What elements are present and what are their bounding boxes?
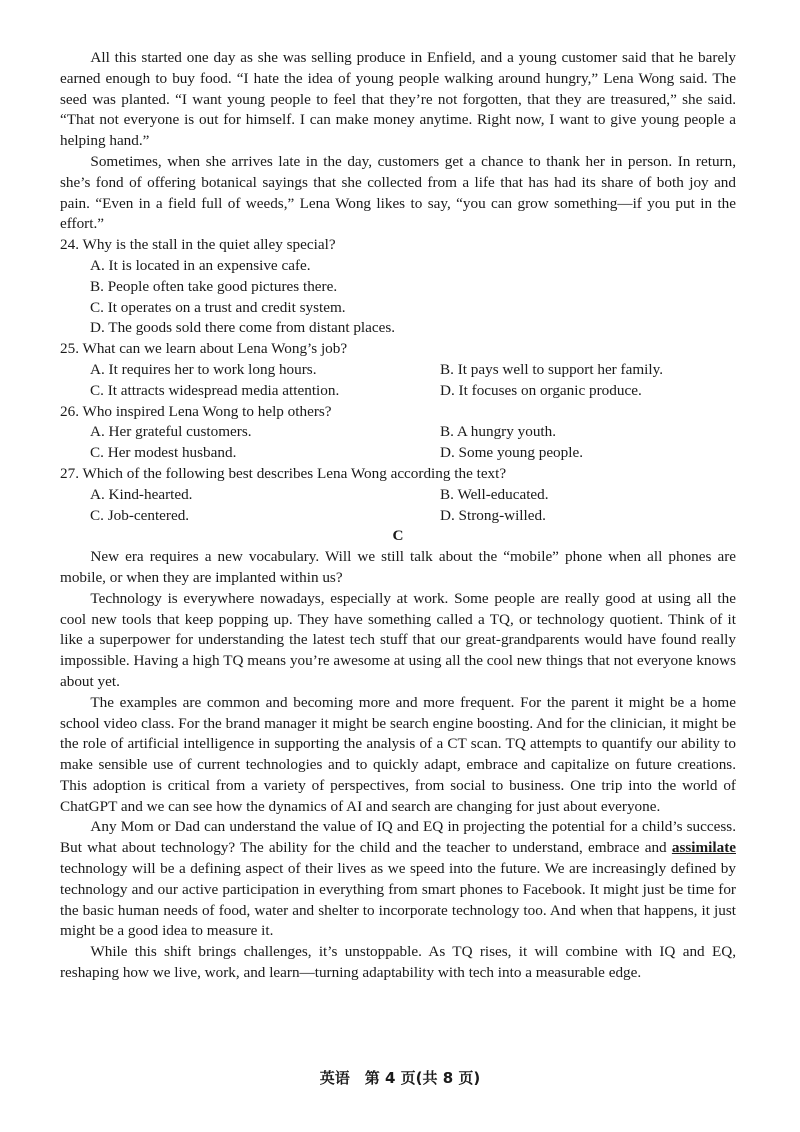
page-footer: 英语 第 4 页(共 8 页) <box>319 1069 481 1087</box>
question-stem: 24. Why is the stall in the quiet alley special? <box>60 236 336 254</box>
option-d: D. It focuses on organic produce. <box>440 381 642 399</box>
option-b: B. People often take good pictures there. <box>90 277 338 295</box>
passage-c-paragraph-1: New era requires a new vocabulary. Will we still talk about the “mobile” phone when all phones are mobile, or when they are implanted within us? <box>60 548 736 586</box>
option-row <box>60 360 736 381</box>
option-a: A. It is located in an expensive cafe. <box>90 256 311 274</box>
question-stem: 25. What can we learn about Lena Wong’s job? <box>60 340 348 358</box>
question-25 <box>60 339 736 401</box>
paragraph-text-before: Any Mom or Dad can understand the value of IQ and EQ in projecting the potential for a child’s success. But what about technology? The ability for the child and the teacher to understand, embrace and <box>60 818 736 857</box>
page-content <box>60 48 736 984</box>
section-heading-c: C <box>392 527 404 545</box>
option-c: C. It operates on a trust and credit system. <box>90 298 346 316</box>
option-a: A. Her grateful customers. <box>90 423 252 441</box>
option-a: A. It requires her to work long hours. <box>90 360 317 378</box>
option-a: A. Kind-hearted. <box>90 485 193 503</box>
passage-c-paragraph-2: Technology is everywhere nowadays, especially at work. Some people are really good at using all the cool new tools that keep popping up. They have something called a TQ, or technology quotient. Think of it like a superpower for understanding the latest tech stuff that our great-grandparents would have found really impossible. Having a high TQ means you’re awesome at using all the cool new things that not everyone knows about yet. <box>60 589 736 690</box>
option-b: B. Well-educated. <box>440 485 549 503</box>
question-26 <box>60 402 736 464</box>
question-24 <box>60 235 736 339</box>
option-b: B. A hungry youth. <box>440 423 557 441</box>
option-row <box>60 506 736 527</box>
passage-c-paragraph-3: The examples are common and becoming more and more frequent. For the parent it might be a home school video class. For the brand manager it might be search engine boosting. And for the clinician, it might be the role of artificial intelligence in supporting the analysis of a CT scan. TQ attempts to quantify our ability to make sensible use of current technologies and to quickly adapt, embrace and capitalize on future creations. This adoption is critical from a variety of perspectives, from social to business. One trip into the world of ChatGPT and we can see how the dynamics of AI and search are changing for just about everyone. <box>60 693 736 815</box>
option-row <box>60 443 736 464</box>
option-d: D. The goods sold there come from distant places. <box>90 319 396 337</box>
question-27 <box>60 464 736 526</box>
option-c: C. Her modest husband. <box>90 444 237 462</box>
option-c: C. It attracts widespread media attention. <box>90 381 340 399</box>
question-stem: 26. Who inspired Lena Wong to help others? <box>60 402 332 420</box>
passage-b-paragraph-2: Sometimes, when she arrives late in the day, customers get a chance to thank her in person. In return, she’s fond of offering botanical sayings that she collected from a life that has had its share of both joy and pain. “Even in a field full of weeds,” Lena Wong likes to say, “you can grow something—if you put in the effort.” <box>60 152 736 233</box>
option-d: D. Strong-willed. <box>440 506 546 524</box>
option-row <box>60 381 736 402</box>
paragraph-text-after: technology will be a defining aspect of their lives as we speed into the future. We are increasingly defined by technology and our active participation in everything from smart phones to Facebook. It might just be time for the basic human needs of food, water and shelter to incorporate technology too. And when that happens, it just might be a good idea to measure it. <box>60 860 736 940</box>
passage-c-paragraph-5: While this shift brings challenges, it’s unstoppable. As TQ rises, it will combine with IQ and EQ, reshaping how we live, work, and learn—turning adaptability with tech into a measurable edge. <box>60 943 736 982</box>
passage-c-paragraph-4 <box>60 817 736 942</box>
passage-b-paragraph-1: All this started one day as she was selling produce in Enfield, and a young customer said that he barely earned enough to buy food. “I hate the idea of young people walking around hungry,” Lena Wong said. The seed was planted. “I want young people to feel that they’re not forgotten, that they are treasured,” she said. “That not everyone is out for himself. I can make money anytime. Right now, I want to give young people a helping hand.” <box>60 49 736 150</box>
option-c: C. Job-centered. <box>90 506 190 524</box>
option-row <box>60 422 736 443</box>
underlined-keyword: assimilate <box>671 839 736 857</box>
question-stem: 27. Which of the following best describes Lena Wong according the text? <box>60 464 507 482</box>
option-d: D. Some young people. <box>440 444 583 462</box>
option-b: B. It pays well to support her family. <box>440 360 663 378</box>
option-row <box>60 485 736 506</box>
